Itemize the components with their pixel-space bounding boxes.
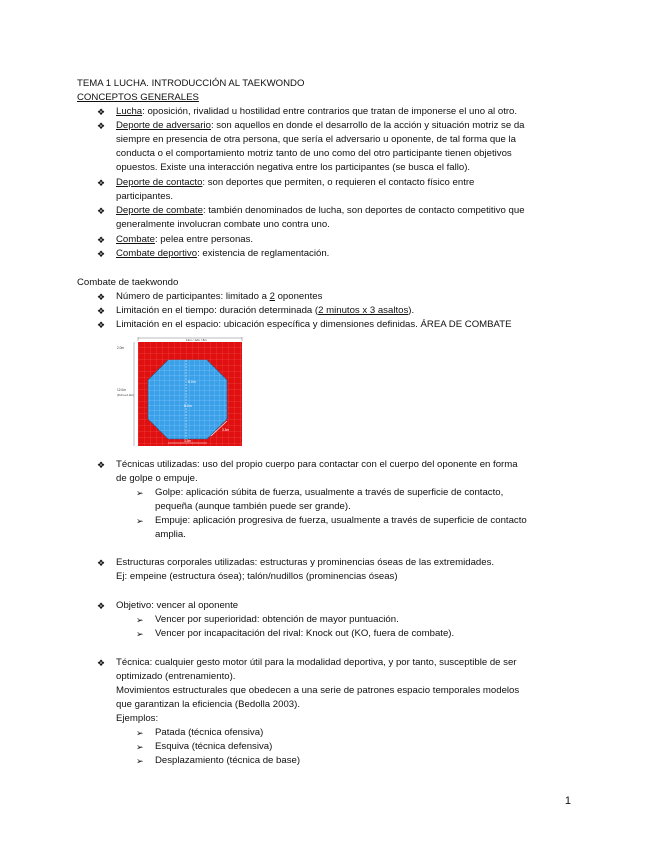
text-line: que garantizan la eficiencia (Bedolla 2003).	[116, 699, 301, 710]
term: Deporte de adversario	[116, 120, 211, 131]
concept-combate-deporte	[116, 205, 525, 217]
bullet-icon: ❖	[97, 292, 106, 302]
text-line: Ej: empeine (estructura ósea); talón/nudillos (prominencias óseas)	[116, 571, 398, 582]
text-line: amplia.	[155, 529, 186, 540]
concept-combate	[116, 234, 253, 246]
bullet-icon: ❖	[97, 460, 106, 470]
arrow-icon: ➢	[136, 488, 144, 498]
bullet-icon: ❖	[97, 249, 106, 259]
text-line: Vencer por superioridad: obtención de mayor puntuación.	[155, 614, 399, 625]
text: Limitación en el tiempo: duración determinada (	[116, 305, 319, 316]
term: Combate	[116, 234, 155, 245]
term: Combate deportivo	[116, 248, 198, 259]
text-line: Estructuras corporales utilizadas: estructuras y prominencias óseas de las extremidades.	[116, 557, 495, 568]
dim-left-2: 12.0m	[117, 388, 126, 392]
definition: : son aquellos en donde el desarrollo de la acción y situación motriz se da	[210, 120, 525, 131]
arrow-icon: ➢	[136, 615, 144, 625]
text-line: Técnica: cualquier gesto motor útil para la modalidad deportiva, y por tanto, susceptible de ser	[116, 657, 517, 668]
dim-left-1: 2.0m	[117, 346, 125, 350]
bullet-icon: ❖	[97, 320, 106, 330]
definition-line: conducta o el comportamiento motriz tanto de uno como del otro participante tienen objetivos	[116, 148, 512, 159]
bullet-icon: ❖	[97, 558, 106, 568]
definition: : oposición, rivalidad u hostilidad entre contrarios que tratan de imponerse el uno al otro.	[142, 106, 518, 117]
concept-contacto	[116, 177, 474, 189]
text-line: Esquiva (técnica defensiva)	[155, 741, 273, 752]
space-line: Limitación en el espacio: ubicación específica y dimensiones definidas. ÁREA DE COMBATE	[116, 319, 512, 330]
concept-adversario	[116, 120, 525, 132]
definition: : son deportes que permiten, o requieren el contacto físico entre	[202, 177, 475, 188]
text-line: Movimientos estructurales que obedecen a una serie de patrones espacio temporales modelos	[116, 685, 520, 696]
dim-diag: 3.3m	[222, 428, 230, 432]
text: ).	[408, 305, 415, 316]
arrow-icon: ➢	[136, 728, 144, 738]
term: Deporte de combate	[116, 205, 203, 216]
combat-area-diagram	[114, 335, 248, 447]
text-line: optimizado (entrenamiento).	[116, 671, 236, 682]
text: Número de participantes: limitado a	[116, 291, 270, 302]
arrow-icon: ➢	[136, 742, 144, 752]
text: oponentes	[274, 291, 323, 302]
bullet-icon: ❖	[97, 235, 106, 245]
definition-line: siempre en presencia de otra persona, que sería el adversario u oponente, de tal forma que la	[116, 134, 516, 145]
text-line: pequeña (aunque también puede ser grande).	[155, 501, 351, 512]
page-number: 1	[564, 795, 571, 807]
text-line: Empuje: aplicación progresiva de fuerza, usualmente a través de superficie de contacto	[155, 515, 527, 526]
bullet-icon: ❖	[97, 306, 106, 316]
bullet-icon: ❖	[97, 601, 106, 611]
subsection-heading: Combate de taekwondo	[77, 277, 179, 288]
dim-left-3: (8.0m+2.0m)	[117, 393, 135, 397]
arrow-icon: ➢	[136, 756, 144, 766]
term: Lucha	[116, 106, 143, 117]
bullet-icon: ❖	[97, 206, 106, 216]
dim-top: 12m / 12m / 8m	[186, 338, 207, 342]
bullet-icon: ❖	[97, 658, 106, 668]
text-line: Desplazamiento (técnica de base)	[155, 755, 301, 766]
text-line: Ejemplos:	[116, 713, 159, 724]
definition-line: generalmente involucran combate uno contra uno.	[116, 219, 330, 230]
dim-bottom: 3.3m	[184, 439, 192, 443]
text-line: Técnicas utilizadas: uso del propio cuerpo para contactar con el cuerpo del oponente en forma	[116, 459, 518, 470]
bullet-icon: ❖	[97, 178, 106, 188]
definition-line: opuestos. Existe una interacción negativa entre los participantes (se busca el fallo).	[116, 162, 471, 173]
text-line: Vencer por incapacitación del rival: Knock out (KO, fuera de combate).	[155, 628, 455, 639]
text-line: Patada (técnica ofensiva)	[155, 727, 264, 738]
dim-inner-2: 8.0m	[184, 404, 192, 408]
concept-lucha	[116, 106, 517, 118]
arrow-icon: ➢	[136, 516, 144, 526]
bullet-icon: ❖	[97, 121, 106, 131]
arrow-icon: ➢	[136, 629, 144, 639]
participants-line	[116, 291, 322, 303]
section-heading: CONCEPTOS GENERALES	[77, 92, 199, 103]
text-line: Golpe: aplicación súbita de fuerza, usualmente a través de superficie de contacto,	[155, 487, 504, 498]
definition: : pelea entre personas.	[154, 234, 254, 245]
bullet-icon: ❖	[97, 107, 106, 117]
document-title: TEMA 1 LUCHA. INTRODUCCIÓN AL TAEKWONDO	[77, 78, 305, 89]
dim-inner-1: 8.0m	[188, 380, 196, 384]
definition: : existencia de reglamentación.	[197, 248, 330, 259]
text-line: de golpe o empuje.	[116, 473, 198, 484]
time-line	[116, 305, 414, 317]
text: 2	[269, 291, 275, 302]
definition-line: participantes.	[116, 191, 174, 202]
definition: : también denominados de lucha, son deportes de contacto competitivo que	[202, 205, 525, 216]
text: 2 minutos x 3 asaltos	[318, 305, 409, 316]
concept-combate-deportivo	[116, 248, 329, 260]
text-line: Objetivo: vencer al oponente	[116, 600, 239, 611]
term: Deporte de contacto	[116, 177, 203, 188]
